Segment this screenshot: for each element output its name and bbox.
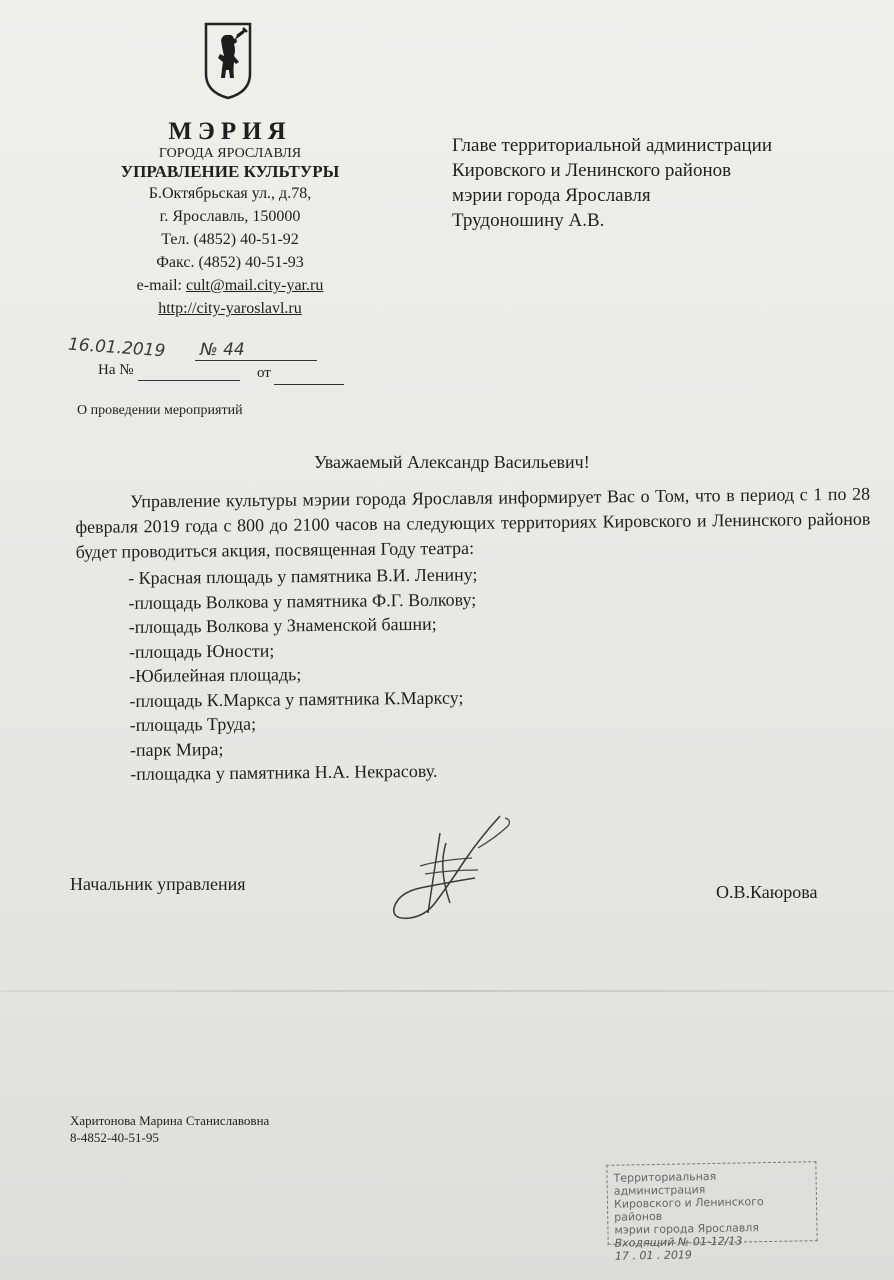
recipient-block [452, 133, 772, 233]
list-item: -площадь Волкова у памятника Ф.Г. Волкову; [128, 588, 477, 613]
letterhead-phone: Тел. (4852) 40-51-92 [161, 231, 299, 248]
recipient-line4: Трудоношину А.В. [452, 210, 605, 231]
yaroslavl-emblem-icon [203, 22, 253, 100]
incoming-stamp [606, 1161, 817, 1263]
recipient-line3: мэрии города Ярославля [452, 185, 651, 206]
list-item: -парк Мира; [129, 738, 224, 760]
list-item: - Красная площадь у памятника В.И. Ленину; [128, 564, 478, 588]
stamp-line4: Входящий № 01-12/13 [614, 1234, 743, 1250]
executor-block [70, 1112, 269, 1146]
stamp-line3: мэрии города Ярославля [614, 1221, 760, 1237]
ot-line [274, 384, 344, 385]
handwritten-number: № 44 [200, 340, 245, 360]
letterhead [95, 118, 365, 320]
stamp-line1: Территориальная администрация [613, 1169, 717, 1198]
list-item: -площадь Юности; [128, 639, 275, 662]
stamp-line2: Кировского и Ленинского районов [613, 1195, 764, 1224]
signature-icon [380, 808, 520, 923]
signer-title: Начальник управления [70, 874, 246, 894]
list-item: -площадка у памятника Н.А. Некрасову. [130, 760, 438, 784]
stamp-line5: 17 . 01 . 2019 [614, 1248, 692, 1263]
reference-ot: от [257, 365, 271, 381]
locations-list [128, 562, 480, 786]
letterhead-department: УПРАВЛЕНИЕ КУЛЬТУРЫ [120, 162, 340, 181]
letterhead-email-row [95, 274, 365, 297]
signer-name: О.В.Каюрова [716, 882, 818, 902]
letterhead-mayor: МЭРИЯ [168, 118, 292, 145]
letter-subject: О проведении мероприятий [77, 403, 243, 418]
executor-phone: 8-4852-40-51-95 [70, 1130, 159, 1145]
letter-body: Управление культуры мэрии города Ярославля информирует Вас о Том, что в период с 1 по 28 февраля 2019 года с 800 до 2100 часов на следующих территориях Кировского и Ленинского районов будет проводиться акция, посвященная Году театра: [75, 483, 871, 562]
letterhead-address2: г. Ярославль, 150000 [159, 208, 301, 225]
email-label: e-mail: [136, 277, 182, 294]
reference-na-no: На № [98, 362, 134, 378]
letterhead-address1: Б.Октябрьская ул., д.78, [148, 185, 312, 202]
letterhead-city: ГОРОДА ЯРОСЛАВЛЯ [158, 146, 302, 161]
greeting: Уважаемый Александр Васильевич! [314, 452, 590, 472]
list-item: -площадь Волкова у Знаменской башни; [128, 613, 437, 637]
list-item: -площадь Труда; [129, 713, 257, 735]
email-link[interactable]: cult@mail.city-yar.ru [185, 277, 324, 294]
number-underline [195, 360, 317, 361]
list-item: -Юбилейная площадь; [129, 664, 302, 686]
recipient-line2: Кировского и Ленинского районов [452, 160, 732, 181]
paper-fold [0, 990, 894, 992]
letterhead-fax: Факс. (4852) 40-51-93 [156, 254, 304, 271]
recipient-line1: Главе территориальной администрации [452, 135, 773, 156]
executor-name: Харитонова Марина Станиславовна [70, 1113, 270, 1128]
handwritten-date: 16.01.2019 [67, 334, 166, 362]
website-link[interactable]: http://city-yaroslavl.ru [158, 300, 302, 317]
list-item: -площадь К.Маркса у памятника К.Марксу; [129, 686, 464, 711]
na-no-line [138, 380, 240, 381]
